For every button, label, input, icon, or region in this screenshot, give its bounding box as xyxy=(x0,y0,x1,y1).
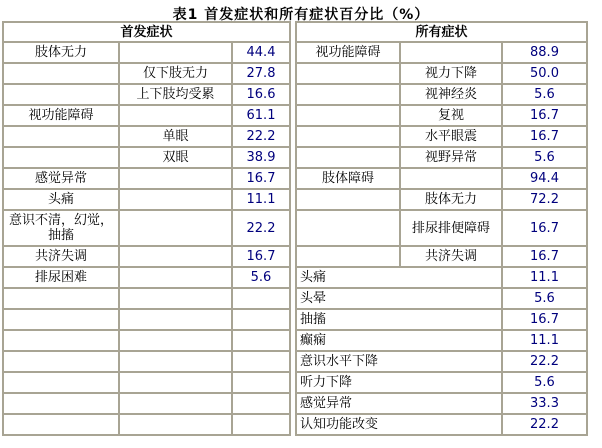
symptom-category-cell xyxy=(3,126,119,147)
all-symptoms-table xyxy=(295,21,588,436)
symptom-category-cell: 视功能障碍 xyxy=(296,42,400,63)
table-title: 表1 首发症状和所有症状百分比（%） xyxy=(172,7,430,23)
symptom-subcategory-cell: 仅下肢无力 xyxy=(119,63,232,84)
table-row xyxy=(296,210,587,246)
symptom-name-cell: 认知功能改变 xyxy=(296,414,502,435)
table-row xyxy=(296,393,587,414)
percentage-cell xyxy=(232,309,290,330)
table-row xyxy=(3,126,290,147)
percentage-cell xyxy=(232,351,290,372)
percentage-cell: 94.4 xyxy=(502,168,587,189)
table-row xyxy=(3,393,290,414)
symptom-category-cell xyxy=(296,105,400,126)
percentage-cell: 16.7 xyxy=(232,246,290,267)
symptom-category-cell: 肢体障碍 xyxy=(296,168,400,189)
symptom-subcategory-cell: 视野异常 xyxy=(400,147,502,168)
percentage-cell: 33.3 xyxy=(502,393,587,414)
percentage-cell: 22.2 xyxy=(502,351,587,372)
symptom-subcategory-cell xyxy=(119,393,232,414)
symptom-name-cell: 头晕 xyxy=(296,288,502,309)
percentage-cell: 44.4 xyxy=(232,42,290,63)
symptom-subcategory-cell: 水平眼震 xyxy=(400,126,502,147)
table-row xyxy=(3,414,290,435)
all-symptoms-body xyxy=(296,42,587,435)
symptom-subcategory-cell: 双眼 xyxy=(119,147,232,168)
symptom-category-cell xyxy=(3,63,119,84)
symptom-subcategory-cell: 共济失调 xyxy=(400,246,502,267)
percentage-cell: 16.6 xyxy=(232,84,290,105)
table-row xyxy=(3,372,290,393)
symptom-subcategory-cell xyxy=(119,210,232,246)
symptom-category-cell xyxy=(3,147,119,168)
table-row xyxy=(296,168,587,189)
table-row xyxy=(296,309,587,330)
table-row xyxy=(296,22,587,42)
symptom-subcategory-cell xyxy=(400,168,502,189)
symptom-category-cell xyxy=(3,351,119,372)
symptom-name-cell: 头痛 xyxy=(296,267,502,288)
table-row xyxy=(3,267,290,288)
symptom-category-cell xyxy=(3,372,119,393)
symptom-category-cell xyxy=(296,189,400,210)
symptom-category-cell: 头痛 xyxy=(3,189,119,210)
symptom-subcategory-cell xyxy=(119,372,232,393)
percentage-cell: 61.1 xyxy=(232,105,290,126)
symptom-category-cell: 排尿困难 xyxy=(3,267,119,288)
first-symptoms-body xyxy=(3,42,290,435)
table-row xyxy=(3,189,290,210)
symptom-subcategory-cell: 排尿排便障碍 xyxy=(400,210,502,246)
symptom-subcategory-cell xyxy=(119,42,232,63)
symptom-subcategory-cell xyxy=(119,267,232,288)
first-symptoms-header: 首发症状 xyxy=(3,22,290,42)
symptom-subcategory-cell xyxy=(119,168,232,189)
percentage-cell: 16.7 xyxy=(502,126,587,147)
symptom-category-cell xyxy=(3,84,119,105)
symptom-subcategory-cell xyxy=(119,189,232,210)
symptom-category-cell xyxy=(3,330,119,351)
table-row xyxy=(296,105,587,126)
symptom-subcategory-cell: 视力下降 xyxy=(400,63,502,84)
symptom-subcategory-cell xyxy=(119,351,232,372)
table-row xyxy=(3,105,290,126)
symptom-name-cell: 感觉异常 xyxy=(296,393,502,414)
symptom-category-cell: 共济失调 xyxy=(3,246,119,267)
symptom-category-cell xyxy=(296,147,400,168)
percentage-cell: 72.2 xyxy=(502,189,587,210)
percentage-cell xyxy=(232,372,290,393)
symptom-subcategory-cell xyxy=(119,246,232,267)
percentage-cell: 11.1 xyxy=(502,330,587,351)
table-row xyxy=(296,189,587,210)
percentage-cell xyxy=(232,288,290,309)
symptom-name-cell: 抽搐 xyxy=(296,309,502,330)
percentage-cell: 16.7 xyxy=(502,309,587,330)
all-symptoms-header: 所有症状 xyxy=(296,22,587,42)
table-row xyxy=(3,63,290,84)
symptom-subcategory-cell: 单眼 xyxy=(119,126,232,147)
symptom-category-cell xyxy=(296,246,400,267)
percentage-cell: 22.2 xyxy=(232,126,290,147)
symptom-category-cell xyxy=(3,414,119,435)
table-row xyxy=(3,210,290,246)
percentage-cell: 22.2 xyxy=(502,414,587,435)
table-row xyxy=(296,42,587,63)
symptom-category-cell xyxy=(3,309,119,330)
table-row xyxy=(3,22,290,42)
percentage-cell: 88.9 xyxy=(502,42,587,63)
table-row xyxy=(296,414,587,435)
percentage-cell: 16.7 xyxy=(232,168,290,189)
symptom-category-cell xyxy=(296,63,400,84)
percentage-cell: 16.7 xyxy=(502,246,587,267)
symptom-subcategory-cell: 上下肢均受累 xyxy=(119,84,232,105)
percentage-cell: 38.9 xyxy=(232,147,290,168)
table-row xyxy=(3,351,290,372)
symptom-subcategory-cell: 肢体无力 xyxy=(400,189,502,210)
symptom-category-cell xyxy=(296,126,400,147)
table-row xyxy=(296,288,587,309)
table-row xyxy=(296,246,587,267)
table-row xyxy=(296,126,587,147)
tables-container xyxy=(2,21,602,436)
percentage-cell: 16.7 xyxy=(502,210,587,246)
percentage-cell: 50.0 xyxy=(502,63,587,84)
table-row xyxy=(296,351,587,372)
percentage-cell: 11.1 xyxy=(232,189,290,210)
table-row xyxy=(3,288,290,309)
percentage-cell xyxy=(232,330,290,351)
percentage-cell: 5.6 xyxy=(502,84,587,105)
percentage-cell: 5.6 xyxy=(232,267,290,288)
table-row xyxy=(3,309,290,330)
percentage-cell xyxy=(232,393,290,414)
table-row xyxy=(3,84,290,105)
table-row xyxy=(296,372,587,393)
symptom-category-cell xyxy=(296,210,400,246)
symptom-subcategory-cell: 复视 xyxy=(400,105,502,126)
percentage-cell: 5.6 xyxy=(502,372,587,393)
percentage-cell: 5.6 xyxy=(502,147,587,168)
percentage-cell: 11.1 xyxy=(502,267,587,288)
table-row xyxy=(3,246,290,267)
first-symptoms-table xyxy=(2,21,291,436)
percentage-cell: 16.7 xyxy=(502,105,587,126)
table-row xyxy=(296,63,587,84)
symptom-subcategory-cell xyxy=(119,330,232,351)
symptom-category-cell: 视功能障碍 xyxy=(3,105,119,126)
percentage-cell xyxy=(232,414,290,435)
percentage-cell: 5.6 xyxy=(502,288,587,309)
percentage-cell: 22.2 xyxy=(232,210,290,246)
symptom-category-cell: 感觉异常 xyxy=(3,168,119,189)
symptom-name-cell: 癫痫 xyxy=(296,330,502,351)
symptom-subcategory-cell: 视神经炎 xyxy=(400,84,502,105)
table-row xyxy=(3,330,290,351)
symptom-category-cell xyxy=(3,393,119,414)
symptom-subcategory-cell xyxy=(119,105,232,126)
table-row xyxy=(296,84,587,105)
symptom-name-cell: 听力下降 xyxy=(296,372,502,393)
percentage-cell: 27.8 xyxy=(232,63,290,84)
symptom-category-cell xyxy=(296,84,400,105)
symptom-subcategory-cell xyxy=(119,414,232,435)
table-row xyxy=(296,147,587,168)
table-row xyxy=(3,168,290,189)
symptom-category-cell: 意识不清，幻觉，抽搐 xyxy=(3,210,119,246)
table-row xyxy=(296,330,587,351)
symptom-name-cell: 意识水平下降 xyxy=(296,351,502,372)
table-row xyxy=(3,42,290,63)
symptom-subcategory-cell xyxy=(119,309,232,330)
table-row xyxy=(3,147,290,168)
symptom-subcategory-cell xyxy=(400,42,502,63)
symptom-category-cell: 肢体无力 xyxy=(3,42,119,63)
symptom-category-cell xyxy=(3,288,119,309)
table-row xyxy=(296,267,587,288)
symptom-subcategory-cell xyxy=(119,288,232,309)
